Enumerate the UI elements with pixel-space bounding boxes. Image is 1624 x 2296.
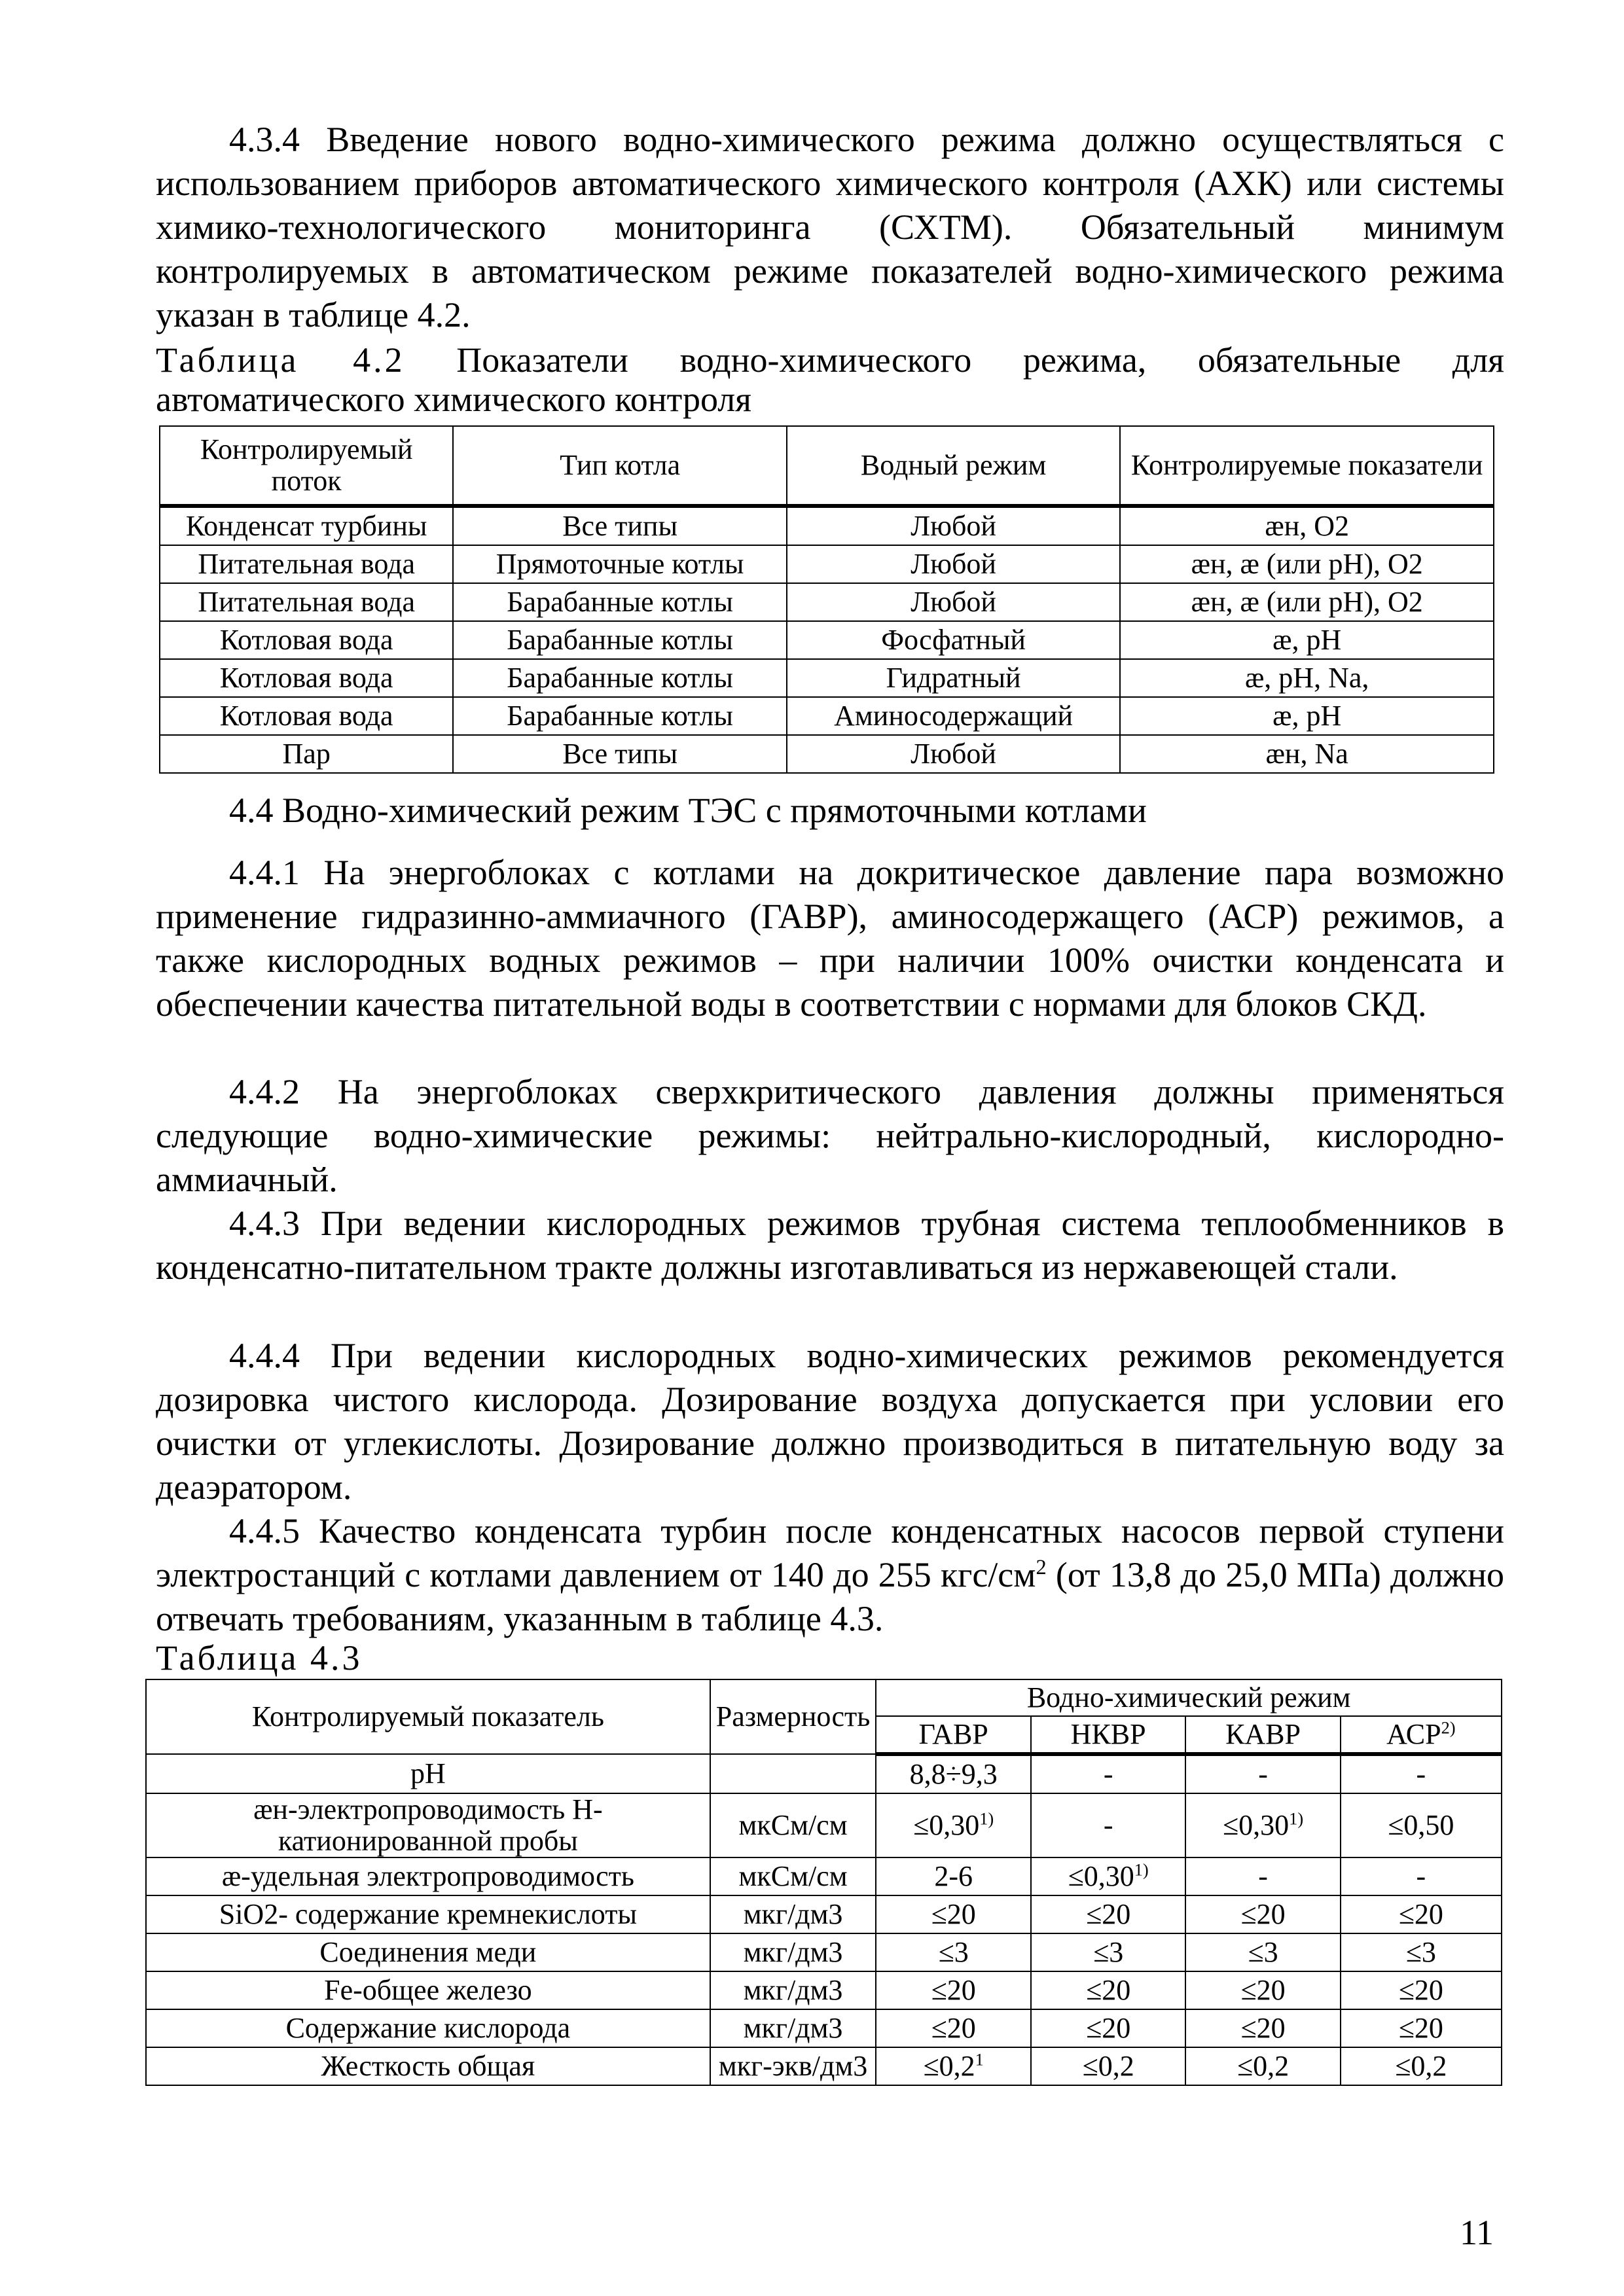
- table-row: [146, 2009, 1502, 2047]
- t43-unit: мкг-экв/дм3: [710, 2047, 876, 2085]
- t43-header-param: Контролируемый показатель: [146, 1679, 710, 1754]
- page-number: 11: [1460, 2213, 1494, 2252]
- t43-param: pH: [146, 1754, 710, 1793]
- table-row: [146, 1895, 1502, 1933]
- t43-cell: ≤20: [876, 1895, 1031, 1933]
- t43-param: Соединения меди: [146, 1933, 710, 1971]
- t43-cell: 2-6: [876, 1857, 1031, 1895]
- table-row: [146, 1754, 1502, 1793]
- t42-cell: æн, Na: [1120, 735, 1494, 773]
- t42-cell: Котловая вода: [160, 659, 453, 697]
- t43-cell: ≤3: [1031, 1933, 1185, 1971]
- t43-unit: мкСм/см: [710, 1793, 876, 1857]
- t43-cell: ≤0,2: [1185, 2047, 1340, 2085]
- t42-cell: Любой: [787, 506, 1121, 545]
- t43-regime-gavr: ГАВР: [876, 1716, 1031, 1754]
- table-row: [146, 1971, 1502, 2009]
- paragraph-4-4-3: 4.4.3 При ведении кислородных режимов трубная система теплообменников в конденсатно-питательном тракте должны изготавливаться из нержавеющей стали.: [156, 1204, 1504, 1287]
- t43-cell: -: [1341, 1857, 1502, 1895]
- t42-cell: Прямоточные котлы: [453, 545, 787, 583]
- t43-cell: ≤3: [1185, 1933, 1340, 1971]
- t42-cell: æн, æ (или pH), O2: [1120, 583, 1494, 621]
- table-4-3: [145, 1679, 1502, 2086]
- t43-unit: мкСм/см: [710, 1857, 876, 1895]
- t43-cell: 8,8÷9,3: [876, 1754, 1031, 1793]
- t42-cell: Любой: [787, 735, 1121, 773]
- table-row: [146, 2047, 1502, 2085]
- t43-param: Fe-общее железо: [146, 1971, 710, 2009]
- t42-header-regime: Водный режим: [787, 426, 1121, 506]
- paragraph-4-3-4: 4.3.4 Введение нового водно-химического режима должно осуществляться с использованием приборов автоматического химического контроля (АХК) или системы химико-технологического мониторинга (СХТМ). Обязательный минимум контролируемых в автоматическом режиме показателей водно-химического режима указан в таблице 4.2.: [156, 120, 1504, 334]
- t43-cell: ≤0,2: [1031, 2047, 1185, 2085]
- t42-cell: Пар: [160, 735, 453, 773]
- t42-cell: Барабанные котлы: [453, 659, 787, 697]
- section-heading-4-4: 4.4 Водно-химический режим ТЭС с прямоточными котлами: [229, 791, 1147, 830]
- t43-cell: $\le 0,30^{1)}$: [876, 1793, 1031, 1857]
- t43-param: SiO2- содержание кремнекислоты: [146, 1895, 710, 1933]
- t43-param: æ-удельная электропроводимость: [146, 1857, 710, 1895]
- t43-cell: ≤20: [876, 2009, 1031, 2047]
- t43-unit: мкг/дм3: [710, 2009, 876, 2047]
- t43-cell: -: [1341, 1754, 1502, 1793]
- t43-cell: -: [1031, 1793, 1185, 1857]
- t42-cell: æ, pH: [1120, 621, 1494, 659]
- t42-cell: Барабанные котлы: [453, 583, 787, 621]
- t43-cell: ≤20: [1031, 1895, 1185, 1933]
- t43-cell: -: [1185, 1754, 1340, 1793]
- t43-regime-asr: АСР$^{2)}$: [1341, 1716, 1502, 1754]
- table-4-3-caption: [156, 1638, 1504, 1677]
- t42-cell: Аминосодержащий: [787, 697, 1121, 735]
- t43-cell: ≤20: [1031, 1971, 1185, 2009]
- t43-cell: -: [1185, 1857, 1340, 1895]
- t43-cell: ≤0,2: [1341, 2047, 1502, 2085]
- t43-cell: $\le 0,30^{1)}$: [1185, 1793, 1340, 1857]
- table-4-3-label: Таблица 4.3: [156, 1638, 363, 1677]
- t43-cell: ≤20: [1341, 2009, 1502, 2047]
- t43-cell: ≤20: [1341, 1971, 1502, 2009]
- t42-cell: æ, pH: [1120, 697, 1494, 735]
- table-4-2-title: Показатели водно-химического режима, обязательные для автоматического химического контроля: [156, 340, 1504, 419]
- t42-header-boiler: Тип котла: [453, 426, 787, 506]
- t43-param: Жесткость общая: [146, 2047, 710, 2085]
- t43-param: æн-электропроводимость Н-катионированной пробы: [146, 1793, 710, 1857]
- t43-cell: ≤20: [1185, 2009, 1340, 2047]
- table-4-2: [159, 425, 1494, 774]
- t42-header-params: Контролируемые показатели: [1120, 426, 1494, 506]
- t42-cell: Фосфатный: [787, 621, 1121, 659]
- t43-cell: ≤3: [876, 1933, 1031, 1971]
- t43-cell: -: [1031, 1754, 1185, 1793]
- t43-cell: ≤20: [1031, 2009, 1185, 2047]
- paragraph-4-4-1: 4.4.1 На энергоблоках с котлами на докритическое давление пара возможно применение гидразинно-аммиачного (ГАВР), аминосодержащего (АСР) режимов, а также кислородных водных режимов – при наличии 100% очистки конденсата и обеспечении качества питательной воды в соответствии с нормами для блоков СКД.: [156, 853, 1504, 1024]
- t42-cell: Гидратный: [787, 659, 1121, 697]
- t43-cell: ≤20: [876, 1971, 1031, 2009]
- t42-cell: Питательная вода: [160, 545, 453, 583]
- table-row: [146, 1857, 1502, 1895]
- table-4-2-caption: [156, 340, 1504, 419]
- t43-cell: ≤20: [1185, 1971, 1340, 2009]
- table-row: [160, 735, 1494, 773]
- t42-cell: Котловая вода: [160, 621, 453, 659]
- t42-cell: Барабанные котлы: [453, 621, 787, 659]
- t42-cell: Любой: [787, 545, 1121, 583]
- table-4-2-label: Таблица 4.2: [156, 340, 405, 380]
- paragraph-4-4-2: 4.4.2 На энергоблоках сверхкритического давления должны применяться следующие водно-химические режимы: нейтрально-кислородный, кислородно-аммиачный.: [156, 1072, 1504, 1199]
- t43-regime-kavr: КАВР: [1185, 1716, 1340, 1754]
- table-row: [160, 697, 1494, 735]
- t43-unit: [710, 1754, 876, 1793]
- table-row: [160, 621, 1494, 659]
- t43-cell: ≤20: [1185, 1895, 1340, 1933]
- t43-cell: ≤20: [1341, 1895, 1502, 1933]
- t42-cell: æн, O2: [1120, 506, 1494, 545]
- t42-cell: æн, æ (или pH), O2: [1120, 545, 1494, 583]
- t42-cell: Питательная вода: [160, 583, 453, 621]
- t42-cell: Котловая вода: [160, 697, 453, 735]
- t42-cell: Барабанные котлы: [453, 697, 787, 735]
- t42-cell: Все типы: [453, 735, 787, 773]
- table-row: [160, 659, 1494, 697]
- t42-cell: æ, pH, Na,: [1120, 659, 1494, 697]
- t43-param: Содержание кислорода: [146, 2009, 710, 2047]
- t43-unit: мкг/дм3: [710, 1895, 876, 1933]
- paragraph-4-4-4: 4.4.4 При ведении кислородных водно-химических режимов рекомендуется дозировка чистого кислорода. Дозирование воздуха допускается при условии его очистки от углекислоты. Дозирование должно производиться в питательную воду за деаэратором.: [156, 1336, 1504, 1507]
- table-row: [160, 545, 1494, 583]
- table-row: [160, 583, 1494, 621]
- t43-cell: ≤3: [1341, 1933, 1502, 1971]
- t42-cell: Все типы: [453, 506, 787, 545]
- t43-cell: ≤0,50: [1341, 1793, 1502, 1857]
- table-row: [146, 1933, 1502, 1971]
- t43-unit: мкг/дм3: [710, 1971, 876, 2009]
- t42-cell: Любой: [787, 583, 1121, 621]
- table-row: [146, 1793, 1502, 1857]
- t43-regime-nkvr: НКВР: [1031, 1716, 1185, 1754]
- t43-cell: $\le 0,30^{1)}$: [1031, 1857, 1185, 1895]
- t43-unit: мкг/дм3: [710, 1933, 876, 1971]
- t42-header-stream: Контролируемый поток: [160, 426, 453, 506]
- t43-cell: $\le 0,2^1$: [876, 2047, 1031, 2085]
- t43-header-unit: Размерность: [710, 1679, 876, 1754]
- paragraph-4-4-5: 4.4.5 Качество конденсата турбин после конденсатных насосов первой ступени электростанций с котлами давлением от 140 до 255 кгс/$см^2$ (от 13,8 до 25,0 МПа) должно отвечать требованиям, указанным в таблице 4.3.: [156, 1511, 1504, 1638]
- table-row: [160, 506, 1494, 545]
- t43-header-regime: Водно-химический режим: [876, 1679, 1502, 1716]
- t42-cell: Конденсат турбины: [160, 506, 453, 545]
